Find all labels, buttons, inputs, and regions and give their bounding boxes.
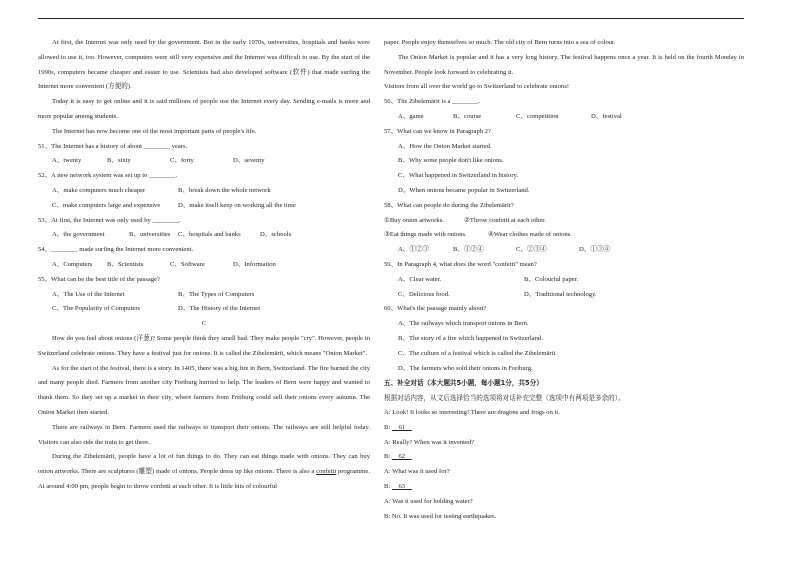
question-55: 55、What can be the best title of the passage? [38, 275, 160, 283]
section-5-title: 五、补全对话（本大题共5小题，每小题1分，共5分） [384, 379, 543, 388]
text-run: programme. At around 4:00 pm, people begin to throw confetti at each other. It is little bits of colourful [38, 468, 370, 490]
dialogue-line: A: Look! It looks so interesting! There are dragons and frogs on it. [384, 408, 560, 416]
question-52-options [38, 199, 370, 214]
passage-c-para-4 [38, 450, 370, 494]
passage-c-continued: paper. People enjoy themselves so much. The old city of Bern turns into a sea of colour. [384, 39, 616, 46]
item: ②Throw confetti at each other. [464, 216, 546, 224]
option: B、universities [129, 231, 171, 239]
option: D、The History of the Internet [178, 305, 261, 313]
question-55-options [38, 288, 370, 303]
underlined-word-confetti: confetti [316, 468, 337, 476]
option: C、make computers large and expensive [52, 201, 161, 209]
passage-b-para-2: Today it is easy to get online and it is said millions of people use the Internet every day. Sending e-mails is more and more popular among students. [38, 98, 370, 120]
question-60: 60、What's the passage mainly about? [384, 305, 487, 313]
speaker: B: [384, 423, 392, 431]
option: B、Colourful paper. [524, 275, 579, 283]
text-run: During the Zibelemärit, people have a lot of fun things to do. They can eat things made with onions. They can buy onion artworks. There are sculptures (雕塑) made of onions. People dress up like onions. There is also a [38, 453, 370, 476]
dialogue-line [384, 421, 744, 436]
option: D、Information [233, 260, 276, 268]
option: A、game [398, 112, 424, 120]
option: B、Scientists [107, 260, 144, 268]
section-heading-c: C [201, 320, 207, 328]
option: A、The railways which transport onions in Bern. [398, 320, 529, 328]
question-52-options [38, 184, 370, 199]
question-58: 58、What can people do during the Zibelemärit? [384, 201, 514, 209]
question-57: 57、What can we know in Paragraph 2? [384, 127, 491, 135]
option: C、competition [516, 112, 559, 120]
left-column [38, 36, 370, 495]
question-59-options [384, 288, 744, 303]
option: A、①②③ [398, 246, 430, 254]
option: B、Why some people don't like onions. [398, 157, 504, 165]
option: D、make itself keep on working all the time [178, 201, 296, 209]
section-5-instructions: 根据对话内容，从文后选择恰当的选项将对话补充完整（选项中有两项是多余的）。 [384, 394, 625, 403]
dialogue-line [384, 480, 744, 495]
option: C、②③④ [516, 246, 547, 254]
passage-c-para-3: There are railways in Bern. Farmers used the railways to transport their onions. The railways are still helpful today. Visitors can also ride the train to get there. [38, 423, 370, 446]
passage-c-para-1: How do you feel about onions (洋葱)? Some people think they smell bad. They make people "cry". However, people in Switzerland celebrate onions. They have a festival just for onions. It is called the Zibelemärit, which means "Onion Market". [38, 334, 370, 357]
option: A、How the Onion Market started. [398, 142, 492, 150]
answer-blank-61[interactable] [392, 421, 412, 436]
option: A、Clear water. [398, 275, 442, 283]
question-58-items [384, 228, 744, 243]
option: D、Traditional technology. [524, 290, 597, 298]
question-58-items [384, 214, 744, 229]
option: C、What happened in Switzerland in history. [398, 172, 519, 180]
dialogue-line: B: No. It was used for testing earthquakes. [384, 512, 497, 520]
question-52: 52、A new network system was set up to ________. [38, 172, 178, 180]
dialogue-line: A: Really? When was it invented? [384, 438, 475, 446]
option: A、The Use of the Internet [52, 290, 125, 298]
option: B、The story of a fire which happened in Switzerland. [398, 334, 543, 342]
option: D、The farmers who sold their onions in Freiburg. [398, 364, 533, 372]
option: B、break down the whole network [178, 186, 271, 194]
option: C、Delicious food. [398, 290, 450, 298]
question-53: 53、At first, the Internet was only used by ________. [38, 216, 181, 224]
passage-c-para-6: Visitors from all over the world go to Switzerland to celebrate onions! [384, 83, 570, 91]
question-54-options [38, 258, 370, 273]
option: D、When onions became popular in Switzerland. [398, 186, 530, 194]
passage-c-para-2: As for the start of the festival, there is a story. In 1405, there was a big fire in Bern, Switzerland. The fire burned the city and many people died. Farmers from another city Freiburg hurried to help. The leaders of Bern were happy and wanted to thank them. So they set up a market in their city, where farmers from Freiburg could sell their onions every autumn. The Onion Market then started. [38, 364, 370, 416]
option: C、The Popularity of Computers [52, 305, 141, 313]
option: C、The culture of a festival which is called the Zibelemärit. [398, 349, 557, 357]
header-rule [38, 18, 744, 19]
item: ④Wear clothes made of onions. [488, 231, 572, 239]
item: ①Buy onion artworks. [384, 216, 444, 224]
option: B、sixty [107, 157, 131, 165]
question-54: 54、________ made surfing the Internet more convenient. [38, 246, 194, 254]
passage-c-para-5: The Onion Market is popular and it has a very long history. The festival happens once a year. It is held on the fourth Monday in November. People look forward to celebrating it. [384, 53, 744, 76]
item: ③Eat things made with onions. [384, 231, 467, 239]
question-51: 51、The Internet has a history of about ________ years. [38, 142, 188, 150]
answer-blank-62[interactable] [392, 450, 412, 465]
question-55-options [38, 302, 370, 317]
dialogue-line [384, 450, 744, 465]
option: D、schools [260, 231, 292, 239]
option: C、Software [170, 260, 205, 268]
option: A、Computers [52, 260, 93, 268]
blank-number: 62 [398, 453, 406, 461]
option: A、twenty [52, 157, 82, 165]
passage-b-para-1: At first, the Internet was only used by the government. But in the early 1970s, universities, hospitals and banks were allowed to use it, too. However, computers were still very expensive and the Internet was difficult to use. By the start of the 1990s, computers became cheaper and easier to use. Scientists had also developed software (软件) that made surfing the Internet more convenient (方便的). [38, 39, 370, 91]
answer-blank-63[interactable] [392, 480, 412, 495]
dialogue-line: A: Was it used for holding water? [384, 497, 473, 505]
right-column [384, 36, 744, 524]
blank-number: 63 [398, 482, 406, 490]
question-59: 59、In Paragraph 4, what does the word "confetti" mean? [384, 260, 537, 268]
question-56: 56、The Zibelemärit is a ________. [384, 98, 481, 106]
option: B、The Types of Computers [178, 290, 255, 298]
option: D、seventy [233, 157, 265, 165]
option: C、hospitals and banks [178, 231, 241, 239]
option: D、festival [591, 112, 622, 120]
option: C、forty [170, 157, 194, 165]
dialogue-line: A: What was it used for? [384, 468, 450, 476]
question-51-options [38, 154, 370, 169]
question-58-options [384, 243, 744, 258]
question-56-options [384, 110, 744, 125]
option: D、①③④ [579, 246, 611, 254]
option: A、make computers much cheaper [52, 186, 146, 194]
option: A、the government [52, 231, 105, 239]
question-53-options [38, 228, 370, 243]
option: B、①②④ [453, 246, 484, 254]
speaker: B: [384, 453, 392, 461]
blank-number: 61 [398, 423, 406, 431]
option: B、course [453, 112, 482, 120]
passage-b-para-3: The Internet has now become one of the most important parts of people's life. [52, 127, 257, 135]
question-59-options [384, 273, 744, 288]
speaker: B: [384, 482, 392, 490]
